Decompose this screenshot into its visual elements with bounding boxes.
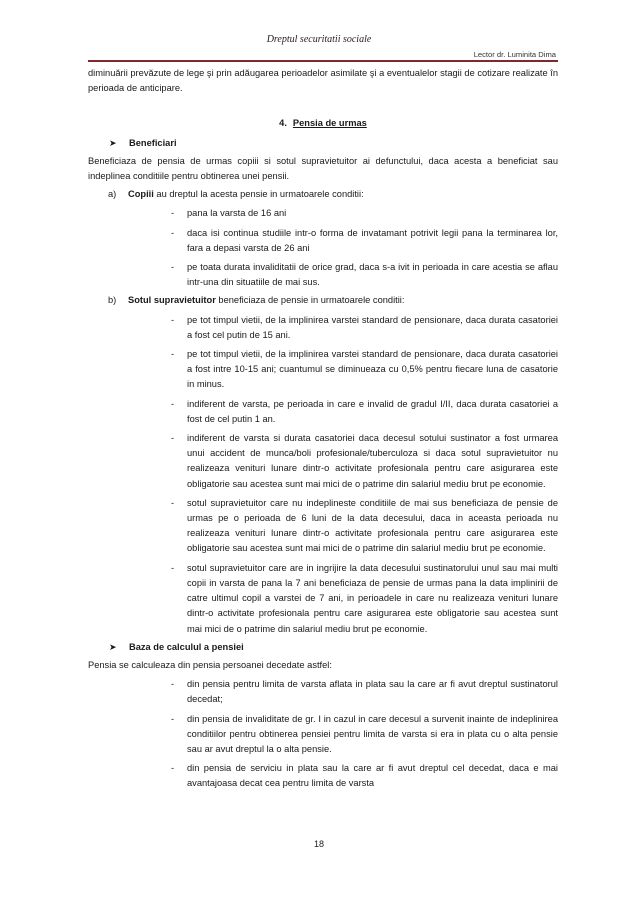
dash-bullet: - — [171, 679, 175, 690]
arrow-right-bullet-icon: ➤ — [109, 641, 117, 652]
intro-paragraph: diminuării prevăzute de lege şi prin adăugarea perioadelor asimilate şi a eventualelor stagii de cotizare realizate în perioada de anticipare. — [88, 68, 558, 94]
dash-bullet: - — [171, 713, 175, 724]
dash-bullet: - — [171, 314, 175, 325]
dash-bullet: - — [171, 562, 175, 573]
dash-bullet: - — [171, 497, 175, 508]
subheading-label: Beneficiari — [129, 137, 177, 148]
dash-bullet: - — [171, 433, 175, 444]
list-intro: beneficiaza de pensie in urmatoarele conditii: — [215, 295, 405, 306]
list-item: - din pensia de serviciu in plata sau la care ar fi avut dreptul cel decedat, daca e mai avantajoasa decat cea pentru limita de varsta — [171, 763, 558, 789]
list-a-heading — [88, 187, 558, 202]
list-item: - din pensia de invaliditate de gr. I in cazul in care decesul a survenit inainte de indeplinirea conditiilor pentru obtinerea pensiei pentru limita de varsta si era in plata cu o alta pensie sau ar avut dreptul la o alta pensie. — [171, 713, 558, 754]
list-item: - indiferent de varsta, pe perioada in care e invalid de gradul I/II, daca durata casatoriei a fost de cel putin 1 an. — [171, 398, 558, 424]
section-heading — [88, 116, 558, 131]
dash-bullet: - — [171, 763, 175, 774]
list-item: - pe toata durata invaliditatii de orice grad, daca s-a ivit in perioada in care acestia se aflau intr-una din situatiile de mai sus. — [171, 262, 558, 288]
page-number: 18 — [313, 839, 324, 849]
baza-paragraph: Pensia se calculeaza din pensia persoanei decedate astfel: — [88, 659, 332, 670]
list-item: - sotul supravietuitor care are in ingrijire la data decesului sustinatorului unul sau mai multi copii in varsta de pana la 7 ani beneficiaza de pensie de urmas pana la data implinirii de catre ultimul copil a varstei de 7 ani, in perioadele in care nu realizeaza venituri lunare dintr-o activitate profesionala pentru care asigurarea este obligatorie sau acestea sunt mai mici de o patrime din salariul mediu brut pe economie. — [171, 562, 558, 634]
subheading-baza — [88, 640, 558, 655]
dash-bullet: - — [171, 349, 175, 360]
list-label: a) — [108, 189, 117, 200]
arrow-right-bullet-icon: ➤ — [109, 137, 117, 148]
list-item: - indiferent de varsta si durata casatoriei daca decesul sotului sustinator a fost urmarea unui accident de munca/boli profesionale/tuberculoza si daca sotul supravietuitor nu realizeaza venituri lunare dintr-o activitate profesionala pentru care asigurarea este obligatorie sau acestea sunt mai mici de o patrime din salariul mediu brut pe economie. — [171, 433, 558, 489]
beneficiari-paragraph: Beneficiaza de pensia de urmas copiii si sotul supravietuitor ai defunctului, daca acesta a beneficiat sau indeplinea conditiile pentru obtinerea unei pensii. — [88, 155, 558, 182]
list-intro: au dreptul la acesta pensie in urmatoarele conditii: — [153, 189, 364, 200]
running-header-title: Dreptul securitatii sociale — [266, 34, 372, 45]
page-body — [88, 66, 558, 792]
subheading-label: Baza de calculul a pensiei — [129, 641, 244, 652]
list-item: - pe tot timpul vietii, de la implinirea varstei standard de pensionare, daca durata casatoriei a fost intre 10-15 ani; cuantumul se diminueaza cu 0,5% pentru fiecare luna de casatorie in minus. — [171, 349, 558, 390]
section-number: 4. — [279, 118, 287, 129]
dash-bullet: - — [171, 227, 175, 238]
running-header-author: Lector dr. Luminita Dima — [473, 50, 556, 59]
subheading-beneficiari — [88, 136, 558, 151]
list-term: Copiii — [128, 189, 154, 200]
dash-bullet: - — [171, 208, 175, 219]
dash-bullet: - — [171, 262, 175, 273]
list-term: Sotul supravietuitor — [128, 295, 216, 306]
list-item: - pana la varsta de 16 ani — [88, 206, 558, 221]
list-item: - din pensia pentru limita de varsta aflata in plata sau la care ar fi avut dreptul sustinatorul decedat; — [171, 679, 558, 705]
dash-bullet: - — [171, 398, 175, 409]
list-item: - pe tot timpul vietii, de la implinirea varstei standard de pensionare, daca durata casatoriei a fost cel putin de 15 ani. — [171, 314, 558, 340]
header-divider — [88, 60, 558, 62]
section-title: Pensia de urmas — [292, 118, 367, 129]
list-b-heading — [88, 293, 558, 308]
list-label: b) — [108, 295, 117, 306]
list-item: - daca isi continua studiile intr-o forma de invatamant potrivit legii pana la terminarea lor, fara a depasi varsta de 26 ani — [171, 227, 558, 253]
list-item: - sotul supravietuitor care nu indeplineste conditiile de mai sus beneficiaza de pensie de urmas pe o perioada de 6 luni de la data decesului, daca in aceasta perioada nu realizeaza venituri lunare dintr-o activitate profesionala pentru care asigurarea este obligatorie sau acestea sunt mai mici de o patrime din salariul mediu brut pe economie. — [171, 497, 558, 554]
